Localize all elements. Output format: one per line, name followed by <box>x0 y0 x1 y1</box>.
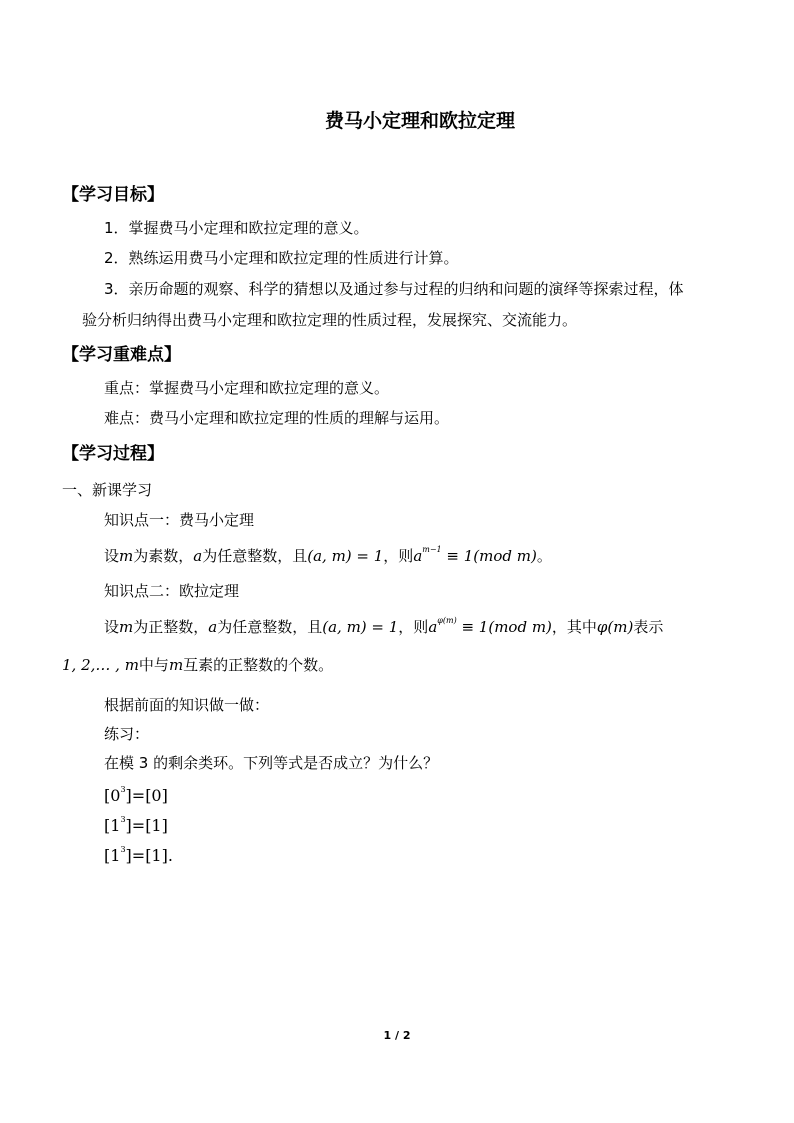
euler-phi-expression: φ(m) <box>596 618 634 636</box>
integer-sequence: 1, 2,… , m <box>62 656 139 674</box>
equation-3 <box>104 845 173 865</box>
equation-2 <box>104 815 168 835</box>
knowledge-point-1-title: 知识点一：费马小定理 <box>104 511 255 529</box>
variable-m: m <box>119 547 134 565</box>
objectives-heading: 【学习目标】 <box>62 185 164 205</box>
document-title: 费马小定理和欧拉定理 <box>324 110 515 132</box>
equation-1 <box>104 785 168 805</box>
text-segment: ，则 <box>398 618 429 636</box>
variable-a: a <box>193 547 203 565</box>
try-it-text: 根据前面的知识做一做： <box>104 696 270 714</box>
text-segment: 为任意整数，且 <box>202 547 308 565</box>
variable-m: m <box>119 618 134 636</box>
variable-a: a <box>208 618 218 636</box>
knowledge-point-2-title: 知识点二：欧拉定理 <box>104 582 240 600</box>
equation-rhs: =[1]. <box>131 846 173 865</box>
equation-exponent: 3 <box>120 785 126 794</box>
euler-theorem-statement-line-2 <box>62 655 333 675</box>
text-segment: 为素数， <box>133 547 194 565</box>
objective-item-2: 2．熟练运用费马小定理和欧拉定理的性质进行计算。 <box>104 249 459 267</box>
text-segment: 为正整数， <box>133 618 209 636</box>
practice-label: 练习： <box>104 725 150 743</box>
fermat-theorem-statement <box>104 540 552 566</box>
equation-exponent: 3 <box>120 845 126 854</box>
text-segment: ，其中 <box>551 618 597 636</box>
bracket-symbol: [ <box>104 816 111 835</box>
objective-item-1: 1．掌握费马小定理和欧拉定理的意义。 <box>104 219 369 237</box>
equation-base: 0 <box>110 786 121 805</box>
text-segment: 表示 <box>633 618 664 636</box>
equation-rhs: =[0] <box>131 786 168 805</box>
equation-rhs: =[1] <box>131 816 168 835</box>
text-segment: 。 <box>536 547 552 565</box>
text-segment: 设 <box>104 547 120 565</box>
gcd-expression: (a, m) = 1 <box>322 618 399 636</box>
gcd-expression: (a, m) = 1 <box>307 547 384 565</box>
power-base: a <box>413 547 423 565</box>
bracket-symbol: ] <box>125 816 132 835</box>
text-segment: 设 <box>104 618 120 636</box>
text-segment: 为任意整数，且 <box>217 618 323 636</box>
section-1-title: 一、新课学习 <box>62 481 153 499</box>
text-segment: 中与 <box>138 656 169 674</box>
focus-text: 重点：掌握费马小定理和欧拉定理的意义。 <box>104 379 390 397</box>
practice-question: 在模 3 的剩余类环。下列等式是否成立？为什么？ <box>104 754 439 772</box>
congruence-expression: ≡ 1(mod m) <box>456 618 552 636</box>
bracket-symbol: [ <box>104 846 111 865</box>
text-segment: ，则 <box>383 547 414 565</box>
power-exponent: m−1 <box>422 545 442 554</box>
equation-exponent: 3 <box>120 815 126 824</box>
objective-item-3-line-1: 3．亲历命题的观察、科学的猜想以及通过参与过程的归纳和问题的演绎等探索过程，体 <box>104 280 684 298</box>
power-base: a <box>428 618 438 636</box>
power-exponent: φ(m) <box>437 616 457 625</box>
equation-base: 1 <box>110 846 121 865</box>
page-number: 1 / 2 <box>383 1029 411 1042</box>
text-segment: 互素的正整数的个数。 <box>183 656 334 674</box>
bracket-symbol: ] <box>125 846 132 865</box>
variable-m: m <box>168 656 184 674</box>
key-points-heading: 【学习重难点】 <box>62 345 181 365</box>
bracket-symbol: [ <box>104 786 111 805</box>
equation-base: 1 <box>110 816 121 835</box>
objective-item-3-line-2: 验分析归纳得出费马小定理和欧拉定理的性质过程，发展探究、交流能力。 <box>82 311 578 329</box>
difficulty-text: 难点：费马小定理和欧拉定理的性质的理解与运用。 <box>104 409 450 427</box>
congruence-expression: ≡ 1(mod m) <box>441 547 537 565</box>
bracket-symbol: ] <box>125 786 132 805</box>
euler-theorem-statement <box>104 611 663 637</box>
process-heading: 【学习过程】 <box>62 444 164 464</box>
